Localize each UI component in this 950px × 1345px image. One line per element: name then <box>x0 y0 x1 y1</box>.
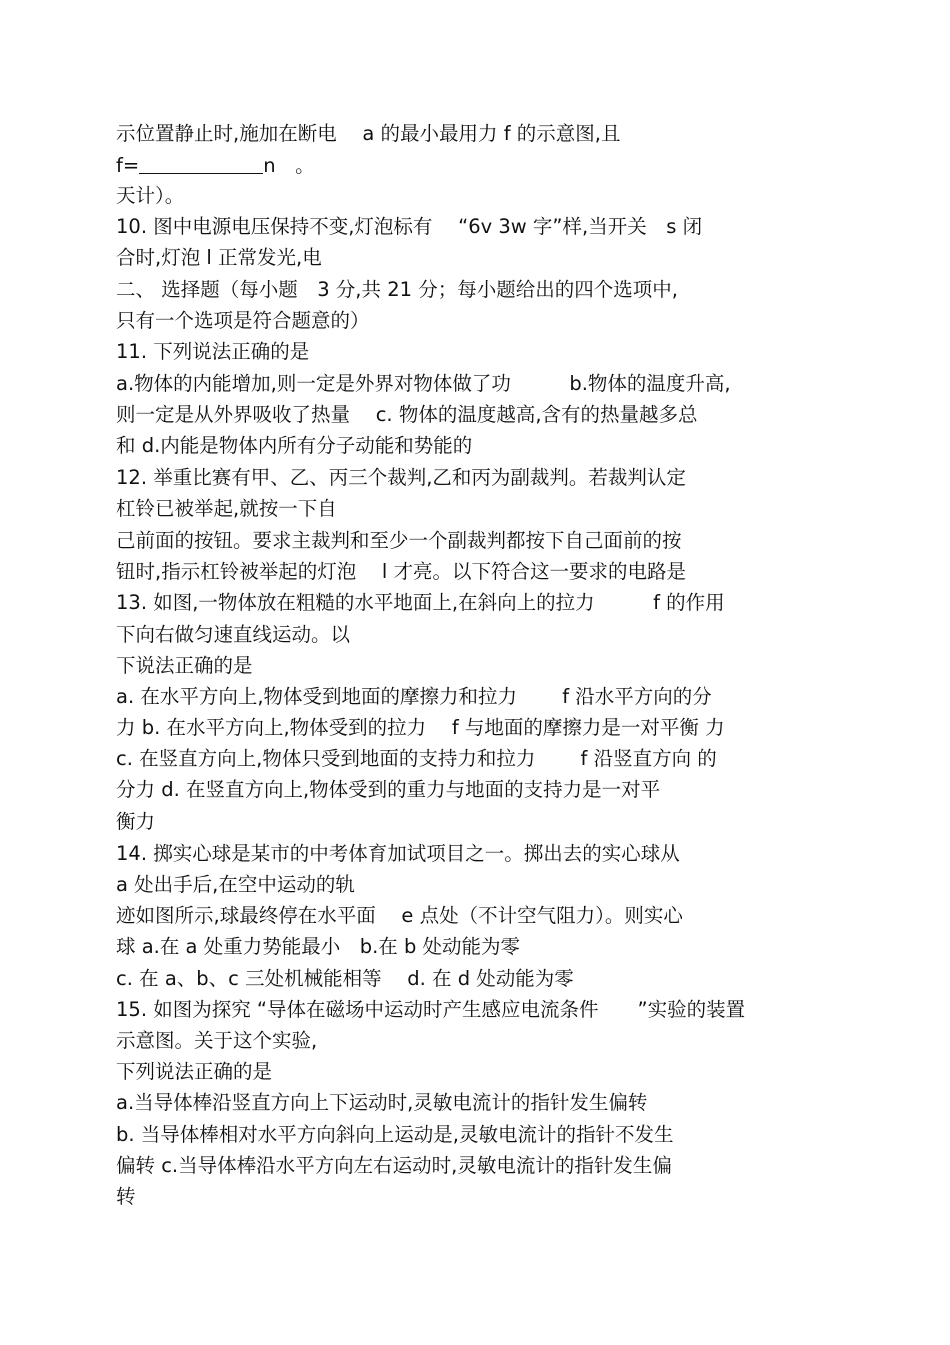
text-line: 衡力 <box>116 810 156 833</box>
text-line: 下向右做匀速直线运动。以 <box>116 623 351 646</box>
text-line: 示意图。关于这个实验, <box>116 1029 318 1052</box>
text-line: b. 当导体棒相对水平方向斜向上运动是,灵敏电流计的指针不发生 <box>116 1123 674 1146</box>
question-11: 11. 下列说法正确的是 <box>116 340 310 363</box>
text-line: 则一定是从外界吸收了热量 c. 物体的温度越高,含有的热量越多总 <box>116 403 698 426</box>
text-line: a. 在水平方向上,物体受到地面的摩擦力和拉力 f 沿水平方向的分 <box>116 685 712 708</box>
text-line: c. 在 a、b、c 三处机械能相等 d. 在 d 处动能为零 <box>116 967 574 990</box>
answer-blank[interactable] <box>139 155 263 174</box>
text-line: 钮时,指示杠铃被举起的灯泡 l 才亮。以下符合这一要求的电路是 <box>116 560 687 583</box>
text-line: 下列说法正确的是 <box>116 1060 273 1083</box>
section-heading: 二、 选择题（每小题 3 分,共 21 分；每小题给出的四个选项中, <box>116 278 678 301</box>
text-line: 10. 图中电源电压保持不变,灯泡标有 “6v 3w 字”样,当开关 s 闭 <box>116 215 703 238</box>
question-14: 14. 掷实心球是某市的中考体育加试项目之一。掷出去的实心球从 <box>116 842 680 865</box>
question-13: 13. 如图,一物体放在粗糙的水平地面上,在斜向上的拉力 f 的作用 <box>116 591 725 614</box>
text-line: 分力 d. 在竖直方向上,物体受到的重力与地面的支持力是一对平 <box>116 778 661 801</box>
text-line-with-blank <box>116 151 315 181</box>
text-line: 力 b. 在水平方向上,物体受到的拉力 f 与地面的摩擦力是一对平衡 力 <box>116 716 725 739</box>
question-12: 12. 举重比赛有甲、乙、丙三个裁判,乙和丙为副裁判。若裁判认定 <box>116 466 686 489</box>
question-15: 15. 如图为探究 “导体在磁场中运动时产生感应电流条件 ”实验的装置 <box>116 998 746 1021</box>
text-line: 合时,灯泡 l 正常发光,电 <box>116 246 322 269</box>
text-line: 转 <box>116 1185 136 1208</box>
text-line: 示位置静止时,施加在断电 a 的最小最用力 f 的示意图,且 <box>116 122 621 145</box>
text-line: 只有一个选项是符合题意的） <box>116 309 370 332</box>
text-fragment: n 。 <box>263 154 315 177</box>
text-line: 天计）。 <box>116 184 185 207</box>
text-line: 下说法正确的是 <box>116 654 253 677</box>
text-line: 球 a.在 a 处重力势能最小 b.在 b 处动能为零 <box>116 935 521 958</box>
text-line: a 处出手后,在空中运动的轨 <box>116 873 355 896</box>
text-line: 和 d.内能是物体内所有分子动能和势能的 <box>116 434 473 457</box>
text-line: 杠铃已被举起,就按一下自 <box>116 497 337 520</box>
text-line: 迹如图所示,球最终停在水平面 e 点处（不计空气阻力）。则实心 <box>116 904 683 927</box>
text-line: 己前面的按钮。要求主裁判和至少一个副裁判都按下自己面前的按 <box>116 529 682 552</box>
text-line: a.物体的内能增加,则一定是外界对物体做了功 b.物体的温度升高, <box>116 372 731 395</box>
text-line: a.当导体棒沿竖直方向上下运动时,灵敏电流计的指针发生偏转 <box>116 1091 648 1114</box>
text-fragment: f= <box>116 154 140 177</box>
text-line: 偏转 c.当导体棒沿水平方向左右运动时,灵敏电流计的指针发生偏 <box>116 1154 672 1177</box>
text-line: c. 在竖直方向上,物体只受到地面的支持力和拉力 f 沿竖直方向 的 <box>116 747 717 770</box>
